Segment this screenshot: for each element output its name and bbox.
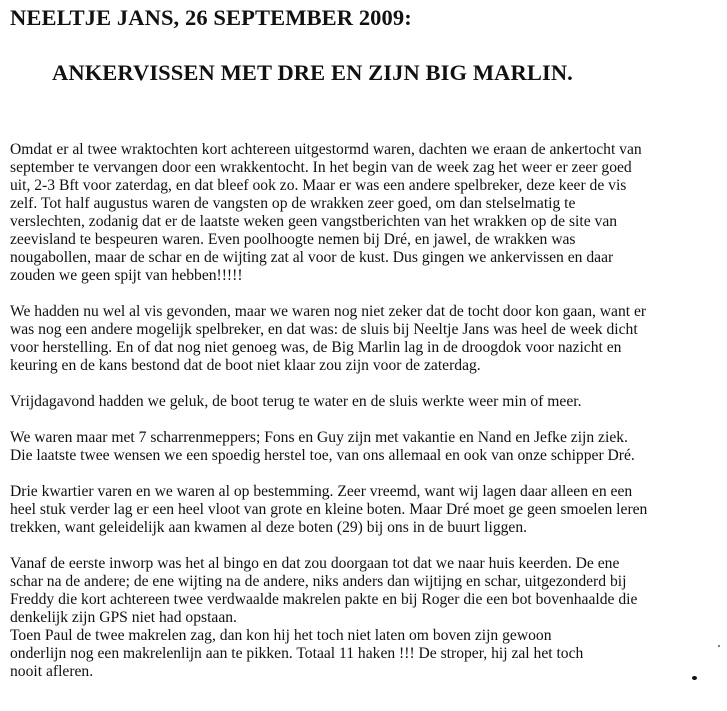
text-line: Vanaf de eerste inworp was het al bingo en dat zou doorgaan tot dat we naar huis keerden. De ene (10, 555, 620, 572)
text-line: nougabollen, maar de schar en de wijting zat al voor de kust. Dus gingen we ankervissen en daar (10, 249, 614, 266)
title-date-line: NEELTJE JANS, 26 SEPTEMBER 2009: (10, 5, 412, 30)
title-subject-line: ANKERVISSEN MET DRE EN ZIJN BIG MARLIN. (52, 60, 573, 85)
text-line: uit, 2-3 Bft voor zaterdag, en dat bleef ook zo. Maar er was een andere spelbreker, deze keer de vis (10, 177, 627, 194)
text-line: schar na de andere; de ene wijting na de andere, niks anders dan wijtijng en schar, uitgezonderd bij (10, 573, 627, 590)
text-line: zeevisland te bespeuren waren. Even poolhoogte nemen bij Dré, en jawel, de wrakken was (10, 231, 576, 248)
text-line: september te vervangen door een wrakkentocht. In het begin van de week zag het weer er zeer goed (10, 159, 632, 176)
scan-speck (692, 676, 697, 680)
article-body (10, 141, 722, 699)
text-line: Toen Paul de twee makrelen zag, dan kon hij het toch niet laten om boven zijn gewoon (10, 627, 552, 644)
text-line: trekken, want geleidelijk aan kwamen al deze boten (29) bij ons in de buurt liggen. (10, 519, 528, 536)
text-line: zelf. Tot half augustus waren de vangsten op de wrakken zeer goed, om dan stelselmatig te (10, 195, 576, 212)
text-line: Freddy die kort achtereen twee verdwaalde makrelen pakte en bij Roger die een bot bovenhaalde die (10, 591, 638, 608)
text-line: heel stuk verder lag er een heel vloot van grote en kleine boten. Maar Dré moet ge geen smoelen leren (10, 501, 648, 518)
text-line: denkelijk zijn GPS niet had opstaan. (10, 609, 237, 626)
text-line: We hadden nu wel al vis gevonden, maar we waren nog niet zeker dat de tocht door kon gaan, want er (10, 303, 647, 320)
text-line: verslechten, zodanig dat er de laatste weken geen vangstberichten van het wrakken op de site van (10, 213, 618, 230)
text-line: Omdat er al twee wraktochten kort achtereen uitgestormd waren, dachten we eraan de ankertocht van (10, 141, 642, 158)
text-line: Drie kwartier varen en we waren al op bestemming. Zeer vreemd, want wij lagen daar alleen en een (10, 483, 633, 500)
text-line: Vrijdagavond hadden we geluk, de boot terug te water en de sluis werkte weer min of meer. (10, 393, 582, 410)
text-line: keuring en de kans bestond dat de boot niet klaar zou zijn voor de zaterdag. (10, 357, 481, 374)
text-line: zouden we geen spijt van hebben!!!!! (10, 267, 243, 284)
text-line: was nog een andere mogelijk spelbreker, en dat was: de sluis bij Neeltje Jans was heel de week dicht (10, 321, 638, 338)
text-line: onderlijn nog een makrelenlijn aan te pikken. Totaal 11 haken !!! De stroper, hij zal het toch (10, 645, 584, 662)
text-line: voor herstelling. En of dat nog niet genoeg was, de Big Marlin lag in de droogdok voor nazicht en (10, 339, 622, 356)
text-line: nooit afleren. (10, 663, 94, 680)
paragraph-2 (10, 303, 722, 375)
paragraph-4 (10, 429, 722, 465)
text-line: Die laatste twee wensen we een spoedig herstel toe, van ons allemaal en ook van onze schipper Dré. (10, 447, 635, 464)
paragraph-6 (10, 555, 722, 681)
scan-speck-small (718, 645, 720, 647)
text-line: We waren maar met 7 scharrenmeppers; Fons en Guy zijn met vakantie en Nand en Jefke zijn ziek. (10, 429, 628, 446)
paragraph-3 (10, 393, 722, 411)
paragraph-1 (10, 141, 722, 285)
paragraph-5 (10, 483, 722, 537)
